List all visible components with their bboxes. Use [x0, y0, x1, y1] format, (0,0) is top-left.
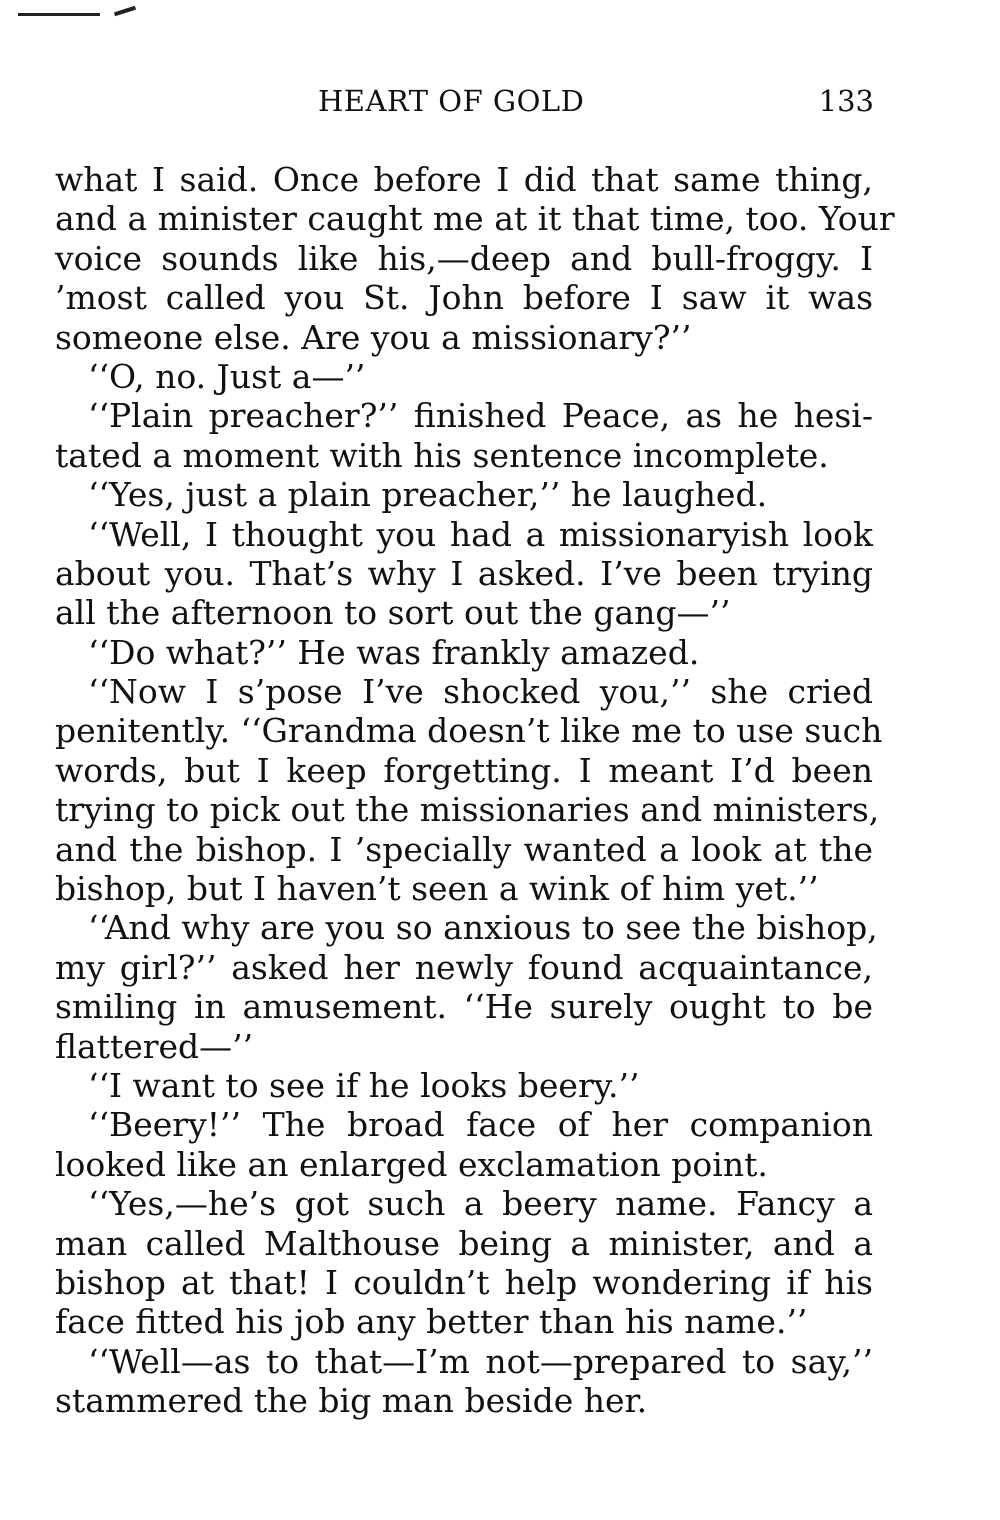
text-line: flattered—’’	[55, 1026, 254, 1066]
top-rule-mark	[18, 13, 100, 16]
text-line: penitently. ‘‘Grandma doesn’t like me to use such	[55, 711, 883, 751]
text-line: about you. That’s why I asked. I’ve been trying	[55, 553, 873, 593]
text-line: ‘‘I want to see if he looks beery.’’	[88, 1065, 640, 1105]
text-line: ‘‘Beery!’’ The broad face of her companion	[88, 1105, 873, 1145]
text-line: what I said. Once before I did that same thing,	[55, 160, 873, 199]
running-title: HEART OF GOLD	[318, 84, 585, 118]
text-line: stammered the big man beside her.	[55, 1381, 648, 1421]
text-line: ‘‘Well—as to that—I’m not—prepared to say,’’	[88, 1341, 873, 1381]
text-line: looked like an enlarged exclamation point.	[55, 1144, 768, 1184]
text-line: ‘‘Plain preacher?’’ finished Peace, as he hesi-	[88, 396, 873, 436]
page-number: 133	[818, 84, 874, 118]
text-line: voice sounds like his,—deep and bull-froggy. I	[55, 238, 873, 278]
text-line: tated a moment with his sentence incomplete.	[55, 435, 829, 475]
text-line: someone else. Are you a missionary?’’	[55, 317, 692, 357]
text-line: trying to pick out the missionaries and ministers,	[55, 790, 880, 830]
text-line: and a minister caught me at it that time, too. Your	[55, 199, 895, 239]
ink-mark	[114, 6, 136, 17]
text-line: ’most called you St. John before I saw it was	[55, 278, 873, 318]
text-line: face fitted his job any better than his name.’’	[55, 1302, 808, 1342]
text-line: ‘‘Well, I thought you had a missionaryish look	[88, 514, 873, 554]
text-line: and the bishop. I ’specially wanted a look at the	[55, 829, 873, 869]
running-head	[0, 80, 1000, 120]
text-line: ‘‘And why are you so anxious to see the bishop,	[88, 908, 878, 948]
text-line: all the afternoon to sort out the gang—’’	[55, 593, 731, 633]
text-line: smiling in amusement. ‘‘He surely ought to be	[55, 987, 873, 1027]
text-line: ‘‘Yes,—he’s got such a beery name. Fancy a	[88, 1184, 873, 1224]
text-line: ‘‘O, no. Just a—’’	[88, 356, 366, 396]
text-line: words, but I keep forgetting. I meant I’d been	[55, 750, 873, 790]
text-line: ‘‘Now I s’pose I’ve shocked you,’’ she cried	[88, 672, 873, 712]
text-line: ‘‘Yes, just a plain preacher,’’ he laughed.	[88, 475, 768, 515]
text-line: bishop at that! I couldn’t help wondering if his	[55, 1262, 873, 1302]
body-text	[55, 160, 895, 1421]
text-line: man called Malthouse being a minister, and a	[55, 1223, 873, 1263]
text-line: bishop, but I haven’t seen a wink of him yet.’’	[55, 869, 819, 909]
text-line: ‘‘Do what?’’ He was frankly amazed.	[88, 632, 700, 672]
text-line: my girl?’’ asked her newly found acquaintance,	[55, 947, 873, 987]
